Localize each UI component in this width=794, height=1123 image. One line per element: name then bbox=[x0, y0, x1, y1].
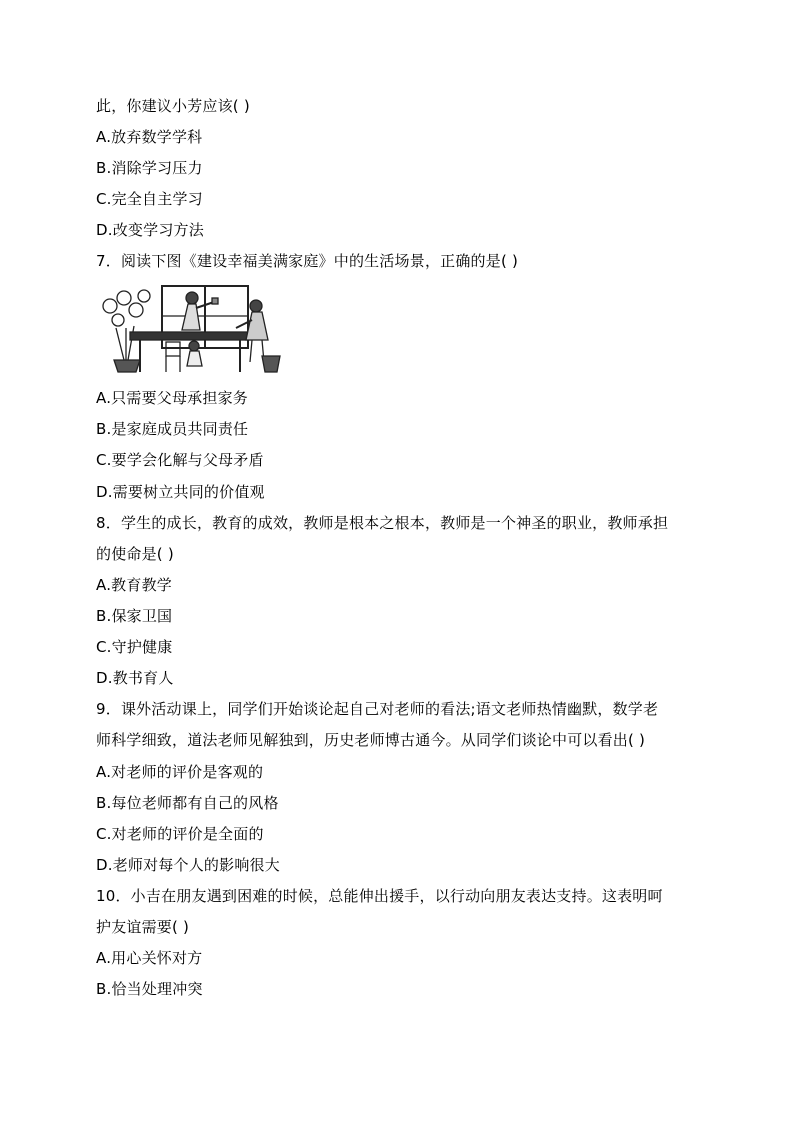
question-stem-continued: 此，你建议小芳应该( ) bbox=[96, 97, 250, 115]
option-b: B.是家庭成员共同责任 bbox=[96, 420, 249, 438]
option-d: D.教书育人 bbox=[96, 669, 174, 687]
option-d: D.老师对每个人的影响很大 bbox=[96, 856, 280, 874]
option-d: D.需要树立共同的价值观 bbox=[96, 483, 265, 501]
option-c: C.守护健康 bbox=[96, 638, 173, 656]
question-7-stem: 7．阅读下图《建设幸福美满家庭》中的生活场景，正确的是( ) bbox=[96, 252, 519, 270]
option-c: C.完全自主学习 bbox=[96, 190, 203, 208]
question-8-stem-line-1: 8．学生的成长，教育的成效，教师是根本之根本，教师是一个神圣的职业，教师承担 bbox=[96, 514, 669, 532]
option-a: A.教育教学 bbox=[96, 576, 172, 594]
option-b: B.每位老师都有自己的风格 bbox=[96, 794, 279, 812]
question-8-stem-line-2: 的使命是( ) bbox=[96, 545, 174, 563]
option-b: B.保家卫国 bbox=[96, 607, 173, 625]
question-9-stem-line-1: 9．课外活动课上，同学们开始谈论起自己对老师的看法;语文老师热情幽默，数学老 bbox=[96, 700, 659, 718]
option-b: B.消除学习压力 bbox=[96, 159, 203, 177]
option-b: B.恰当处理冲突 bbox=[96, 980, 203, 998]
question-9-stem-line-2: 师科学细致，道法老师见解独到，历史老师博古通今。从同学们谈论中可以看出( ) bbox=[96, 731, 646, 749]
option-a: A.用心关怀对方 bbox=[96, 949, 203, 967]
option-a: A.对老师的评价是客观的 bbox=[96, 763, 264, 781]
option-c: C.对老师的评价是全面的 bbox=[96, 825, 264, 843]
question-10-stem-line-2: 护友谊需要( ) bbox=[96, 918, 190, 936]
option-a: A.放弃数学学科 bbox=[96, 128, 203, 146]
question-10-stem-line-1: 10．小吉在朋友遇到困难的时候，总能伸出援手，以行动向朋友表达支持。这表明呵 bbox=[96, 887, 663, 905]
option-d: D.改变学习方法 bbox=[96, 221, 204, 239]
option-c: C.要学会化解与父母矛盾 bbox=[96, 451, 264, 469]
option-a: A.只需要父母承担家务 bbox=[96, 389, 248, 407]
family-chores-illustration bbox=[96, 284, 286, 374]
